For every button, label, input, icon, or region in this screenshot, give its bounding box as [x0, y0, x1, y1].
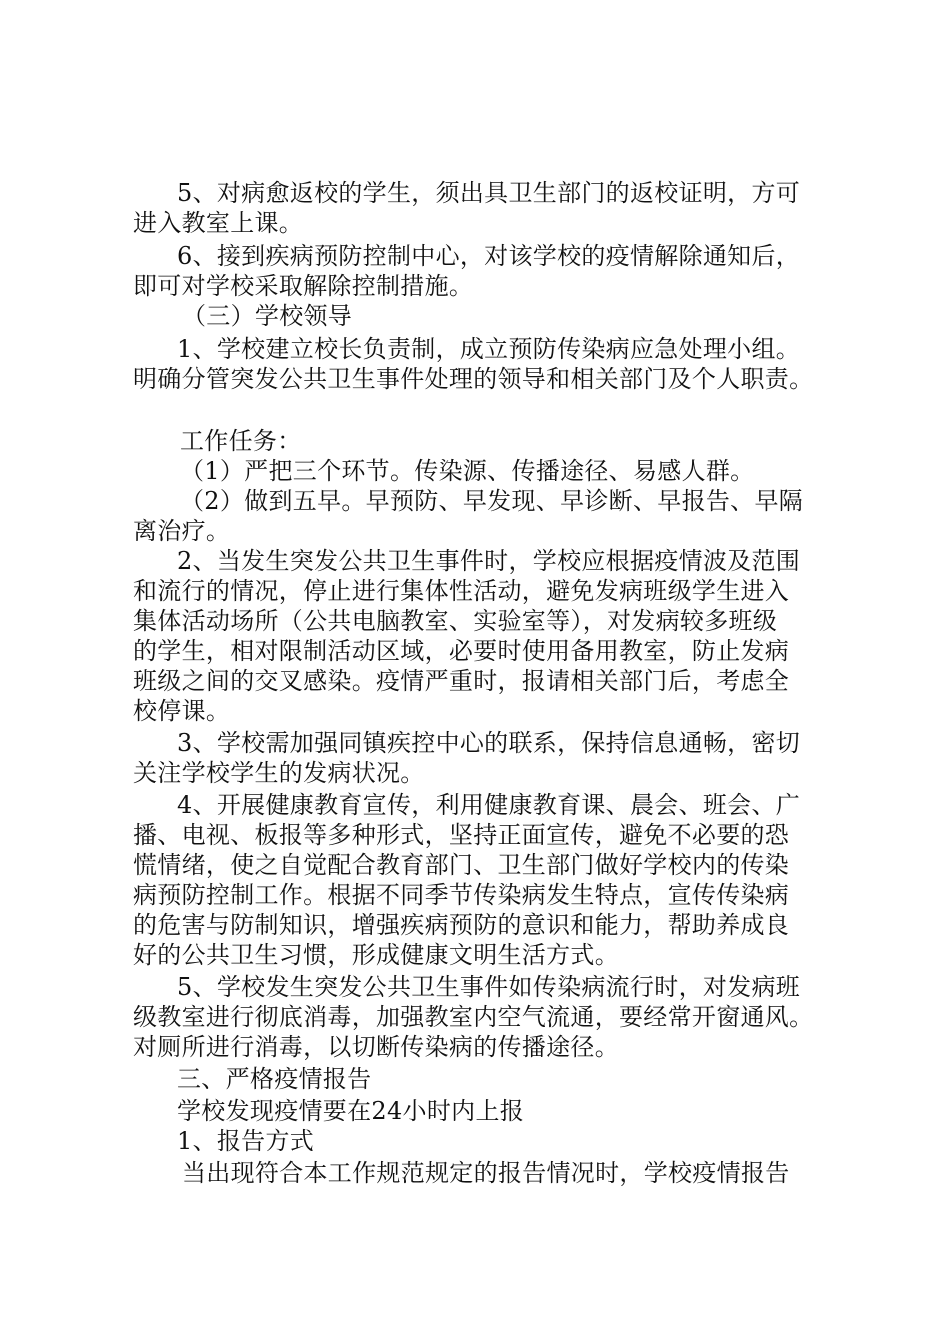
text-line: 校停课。	[133, 697, 231, 725]
text-line: 5、对病愈返校的学生，须出具卫生部门的返校证明，方可	[177, 179, 801, 207]
text-line: 2、当发生突发公共卫生事件时，学校应根据疫情波及范围	[177, 547, 801, 575]
text-line: 班级之间的交叉感染。疫情严重时，报请相关部门后，考虑全	[133, 667, 790, 695]
text-line: 关注学校学生的发病状况。	[133, 759, 425, 787]
text-line: 和流行的情况，停止进行集体性活动，避免发病班级学生进入	[133, 577, 790, 605]
section-heading: 1、报告方式	[177, 1127, 315, 1155]
text-line: 播、电视、板报等多种形式，坚持正面宣传，避免不必要的恐	[133, 821, 790, 849]
section-heading: （三）学校领导	[182, 302, 353, 330]
text-line: 6、接到疾病预防控制中心，对该学校的疫情解除通知后，	[177, 242, 801, 270]
text-line: 对厕所进行消毒，以切断传染病的传播途径。	[133, 1033, 619, 1061]
text-line: 工作任务：	[180, 427, 302, 455]
text-line: 明确分管突发公共卫生事件处理的领导和相关部门及个人职责。	[133, 365, 814, 393]
text-line: 1、学校建立校长负责制，成立预防传染病应急处理小组。	[177, 335, 801, 363]
text-line: 当出现符合本工作规范规定的报告情况时，学校疫情报告	[182, 1159, 790, 1187]
text-line: 4、开展健康教育宣传，利用健康教育课、晨会、班会、广	[177, 791, 801, 819]
text-line: 进入教室上课。	[133, 209, 304, 237]
text-line: 5、学校发生突发公共卫生事件如传染病流行时，对发病班	[177, 973, 801, 1001]
text-line: 慌情绪，使之自觉配合教育部门、卫生部门做好学校内的传染	[133, 851, 790, 879]
text-line: 的危害与防制知识，增强疾病预防的意识和能力，帮助养成良	[133, 911, 790, 939]
text-line: （1）严把三个环节。传染源、传播途径、易感人群。	[180, 457, 755, 485]
text-line: 离治疗。	[133, 517, 231, 545]
text-line: 3、学校需加强同镇疾控中心的联系，保持信息通畅，密切	[177, 729, 801, 757]
text-line: 好的公共卫生习惯，形成健康文明生活方式。	[133, 941, 619, 969]
text-line: 的学生，相对限制活动区域，必要时使用备用教室，防止发病	[133, 637, 790, 665]
text-line: （2）做到五早。早预防、早发现、早诊断、早报告、早隔	[180, 487, 804, 515]
section-heading: 三、严格疫情报告	[177, 1065, 372, 1093]
text-line: 即可对学校采取解除控制措施。	[133, 272, 474, 300]
text-line: 病预防控制工作。根据不同季节传染病发生特点，宣传传染病	[133, 881, 790, 909]
text-line: 集体活动场所（公共电脑教室、实验室等），对发病较多班级	[133, 607, 778, 635]
text-line: 级教室进行彻底消毒，加强教室内空气流通，要经常开窗通风。	[133, 1003, 814, 1031]
text-line: 学校发现疫情要在24小时内上报	[177, 1097, 525, 1125]
